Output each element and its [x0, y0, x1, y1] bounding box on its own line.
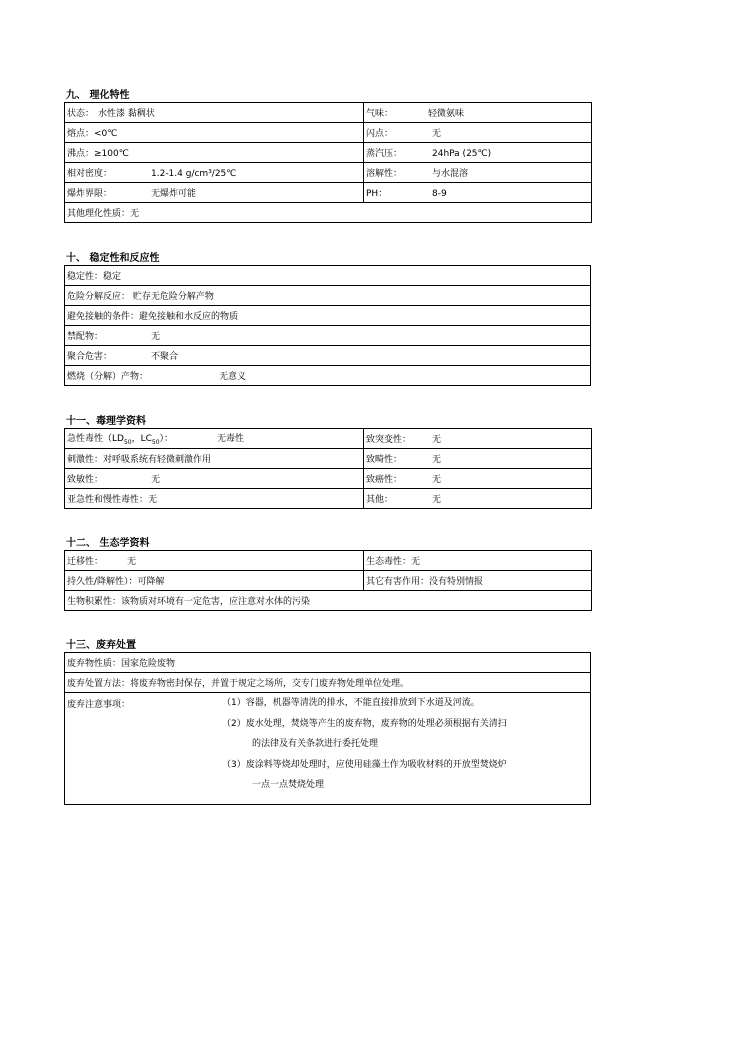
list-item: （3）废涂料等烧却处理时，应使用硅藻土作为吸收材料的开放型焚烧炉	[222, 759, 507, 770]
table-row: 稳定性：稳定	[65, 266, 591, 286]
section-11-title: 十一、毒理学资料	[66, 416, 146, 427]
table-row: 刺激性：对呼吸系统有轻微刺激作用 致畸性： 无	[65, 449, 592, 469]
table-row: 避免接触的条件：避免接触和水反应的物质	[65, 306, 591, 326]
table-row: 亚急性和慢性毒性：无 其他： 无	[65, 489, 592, 509]
list-item: 的法律及有关条款进行委托处理	[252, 739, 379, 749]
table-row: 持久性/降解性）：可降解 其它有害作用：没有特别情报	[65, 571, 592, 591]
section-12-title: 十二、 生态学资料	[66, 538, 150, 549]
table-row: 状态： 水性漆 黏稠状 气味： 轻微氨味	[65, 103, 592, 123]
table-row: 致敏性： 无 致癌性： 无	[65, 469, 592, 489]
section-10-title: 十、 稳定性和反应性	[66, 253, 160, 264]
list-item: （2）废水处理，焚烧等产生的废弃物，废弃物的处理必须根据有关清扫	[222, 718, 507, 729]
table-row: 迁移性： 无 生态毒性：无	[65, 551, 592, 571]
table-row: 禁配物： 无	[65, 326, 591, 346]
ecology-table	[64, 550, 592, 611]
table-row: 聚合危害： 不聚合	[65, 346, 591, 366]
table-row: 其他理化性质：无	[65, 203, 592, 223]
table-row: 熔点：<0℃ 闪点： 无	[65, 123, 592, 143]
table-row: 危险分解反应： 贮存无危险分解产物	[65, 286, 591, 306]
section-9-title: 九、 理化特性	[66, 90, 130, 101]
disposal-notes	[222, 697, 507, 800]
physchem-table	[64, 102, 592, 223]
list-item: 一点一点焚烧处理	[252, 780, 325, 790]
toxicology-table	[64, 428, 592, 509]
list-item: （1）容器，机器等清洗的排水，不能直接排放到下水道及河流。	[222, 698, 480, 708]
table-row	[65, 693, 591, 805]
stability-table	[64, 265, 591, 386]
table-row: 急性毒性（$LD_{50}$，$LC_{50}$）： 无毒性 致突变性： 无	[65, 429, 592, 449]
table-row: 相对密度： 1.2-1.4 g/cm³/25℃ 溶解性： 与水混溶	[65, 163, 592, 183]
table-row: 废弃物性质：国家危险废物	[65, 653, 591, 673]
table-row: 生物积累性：该物质对环境有一定危害，应注意对水体的污染	[65, 591, 592, 611]
table-row: 沸点：≥100℃ 蒸汽压： 24hPa (25℃)	[65, 143, 592, 163]
section-13-title: 十三、废弃处置	[66, 640, 136, 651]
disposal-notes-label: 废弃注意事项：	[67, 700, 131, 710]
table-row: 废弃处置方法：将废弃物密封保存，并置于规定之场所，交专门废弃物处理单位处理。	[65, 673, 591, 693]
disposal-table	[64, 652, 591, 805]
table-row: 燃烧（分解）产物： 无意义	[65, 366, 591, 386]
table-row: 爆炸界限： 无爆炸可能 PH： 8-9	[65, 183, 592, 203]
